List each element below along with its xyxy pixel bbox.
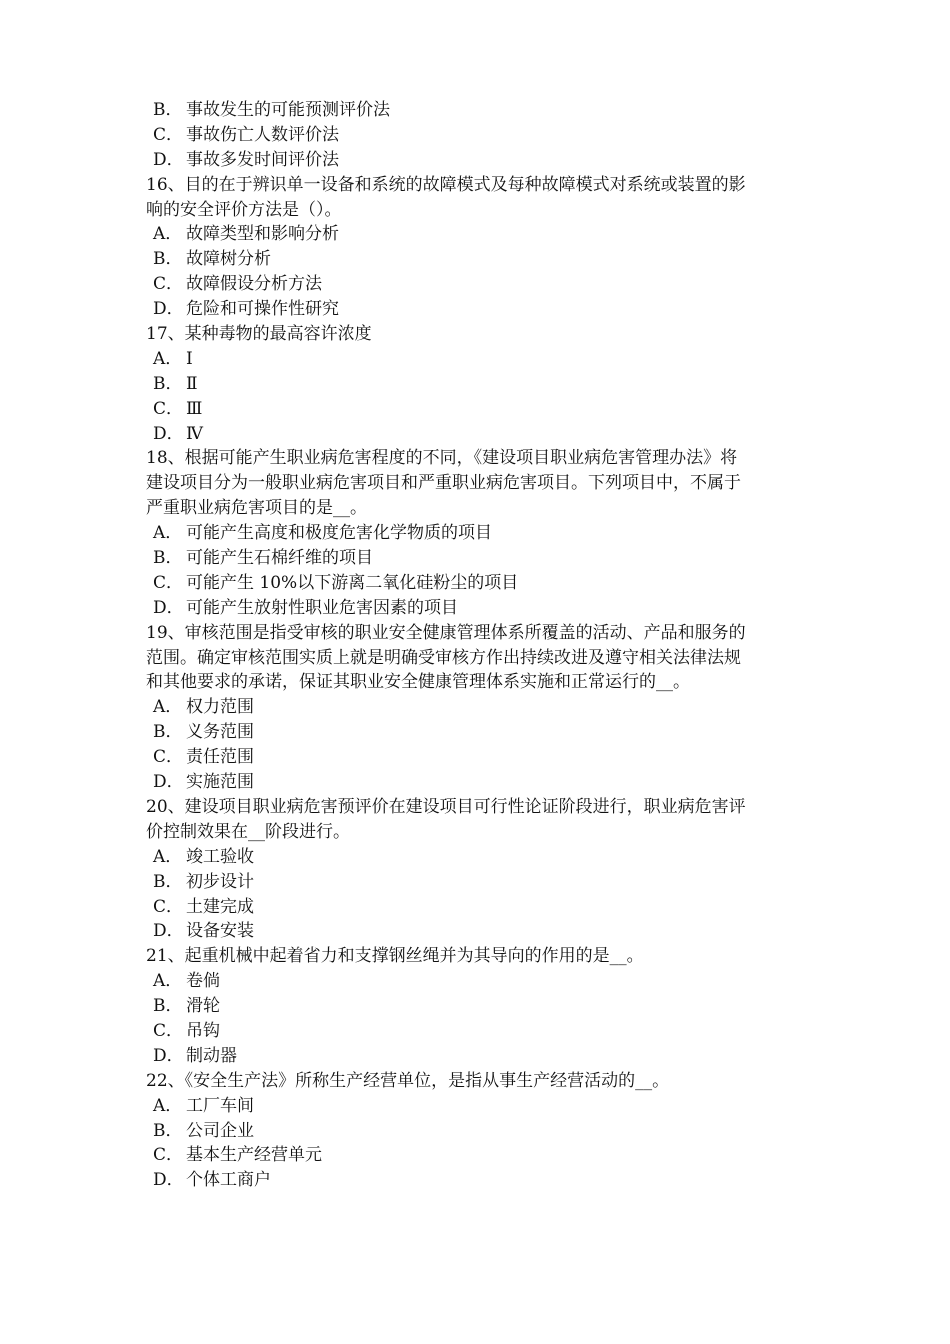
option-letter: D． (153, 1045, 184, 1066)
answer-option (146, 994, 816, 1019)
option-text: 故障树分析 (186, 249, 271, 270)
option-letter: A． (153, 846, 183, 867)
option-text: Ⅰ (186, 348, 193, 369)
answer-option (146, 919, 816, 944)
answer-option (146, 148, 816, 173)
answer-option (146, 222, 816, 247)
answer-option (146, 1168, 816, 1193)
question-text: 19、审核范围是指受审核的职业安全健康管理体系所覆盖的活动、产品和服务的 (146, 622, 746, 643)
option-letter: D． (153, 299, 184, 320)
question-text: 21、起重机械中起着省力和支撑钢丝绳并为其导向的作用的是__。 (146, 946, 644, 967)
option-letter: B． (153, 871, 183, 892)
option-text: 竣工验收 (186, 846, 254, 867)
option-text: 卷倘 (186, 971, 220, 992)
answer-option (146, 845, 816, 870)
question-text: 22、《安全生产法》所称生产经营单位，是指从事生产经营活动的__。 (146, 1070, 670, 1091)
answer-option (146, 422, 816, 447)
question-text: 严重职业病危害项目的是__。 (146, 498, 367, 519)
option-text: 实施范围 (186, 772, 254, 793)
answer-option (146, 969, 816, 994)
option-text: 滑轮 (186, 996, 220, 1017)
answer-option (146, 272, 816, 297)
option-text: Ⅱ (186, 373, 198, 394)
option-text: 权力范围 (186, 697, 254, 718)
option-text: Ⅳ (186, 423, 203, 444)
option-letter: D． (153, 772, 184, 793)
option-letter: B． (153, 100, 183, 120)
answer-option (146, 98, 816, 123)
answer-option (146, 596, 816, 621)
answer-option (146, 347, 816, 372)
option-text: 公司企业 (186, 1120, 254, 1141)
answer-option (146, 745, 816, 770)
option-letter: B． (153, 722, 183, 743)
option-text: Ⅲ (186, 398, 203, 419)
option-text: 故障类型和影响分析 (186, 224, 339, 245)
option-letter: D． (153, 423, 184, 444)
answer-option (146, 1119, 816, 1144)
option-letter: B． (153, 1120, 183, 1141)
question-text: 建设项目分为一般职业病危害项目和严重职业病危害项目。下列项目中，不属于 (146, 473, 741, 494)
question-text: 18、根据可能产生职业病危害程度的不同，《建设项目职业病危害管理办法》将 (146, 448, 738, 469)
question-text: 范围。确定审核范围实质上就是明确受审核方作出持续改进及遵守相关法律法规 (146, 647, 741, 668)
option-letter: C． (153, 747, 184, 768)
question-text: 响的安全评价方法是（）。 (146, 199, 342, 220)
answer-option (146, 895, 816, 920)
option-text: 事故发生的可能预测评价法 (186, 100, 390, 120)
option-letter: D． (153, 149, 184, 170)
option-letter: B． (153, 373, 183, 394)
option-text: 事故伤亡人数评价法 (186, 124, 339, 145)
answer-option (146, 770, 816, 795)
option-letter: C． (153, 1020, 184, 1041)
option-letter: D． (153, 597, 184, 618)
option-text: 初步设计 (186, 871, 254, 892)
option-text: 义务范围 (186, 722, 254, 743)
answer-option (146, 571, 816, 596)
option-text: 设备安装 (186, 921, 254, 942)
option-text: 危险和可操作性研究 (186, 299, 339, 320)
option-letter: A． (153, 523, 183, 544)
option-text: 吊钩 (186, 1020, 220, 1041)
option-letter: A． (153, 1095, 183, 1116)
option-text: 基本生产经营单元 (186, 1145, 322, 1166)
option-letter: C． (153, 398, 184, 419)
option-text: 可能产生放射性职业危害因素的项目 (186, 597, 458, 618)
answer-option (146, 397, 816, 422)
option-text: 可能产生高度和极度危害化学物质的项目 (186, 523, 492, 544)
answer-option (146, 1094, 816, 1119)
option-letter: D． (153, 921, 184, 942)
answer-option (146, 123, 816, 148)
option-text: 制动器 (186, 1045, 237, 1066)
option-letter: C． (153, 1145, 184, 1166)
option-letter: B． (153, 996, 183, 1017)
answer-option (146, 297, 816, 322)
answer-option (146, 1044, 816, 1069)
answer-option (146, 372, 816, 397)
option-letter: D． (153, 1170, 184, 1191)
answer-option (146, 521, 816, 546)
answer-option (146, 870, 816, 895)
option-text: 可能产生石棉纤维的项目 (186, 548, 373, 569)
document-page (146, 98, 816, 1193)
option-text: 土建完成 (186, 896, 254, 917)
option-text: 事故多发时间评价法 (186, 149, 339, 170)
option-letter: C． (153, 572, 184, 593)
option-letter: C． (153, 124, 184, 145)
answer-option (146, 695, 816, 720)
question-text: 和其他要求的承诺，保证其职业安全健康管理体系实施和正常运行的__。 (146, 672, 690, 693)
option-letter: B． (153, 249, 183, 270)
answer-option (146, 720, 816, 745)
option-text: 工厂车间 (186, 1095, 254, 1116)
question-text: 价控制效果在__阶段进行。 (146, 821, 350, 842)
option-text: 责任范围 (186, 747, 254, 768)
option-text: 个体工商户 (186, 1170, 271, 1191)
question-text: 17、某种毒物的最高容许浓度 (146, 324, 372, 345)
option-letter: C． (153, 896, 184, 917)
answer-option (146, 1019, 816, 1044)
answer-option (146, 1143, 816, 1168)
option-letter: A． (153, 224, 183, 245)
answer-option (146, 247, 816, 272)
answer-option (146, 546, 816, 571)
option-letter: A． (153, 971, 183, 992)
option-letter: B． (153, 548, 183, 569)
question-text: 20、建设项目职业病危害预评价在建设项目可行性论证阶段进行，职业病危害评 (146, 796, 746, 817)
option-letter: A． (153, 697, 183, 718)
question-text: 16、目的在于辨识单一设备和系统的故障模式及每种故障模式对系统或装置的影 (146, 174, 746, 195)
option-text: 故障假设分析方法 (186, 274, 322, 295)
option-letter: A． (153, 348, 183, 369)
option-text: 可能产生 10%以下游离二氧化硅粉尘的项目 (186, 572, 519, 593)
option-letter: C． (153, 274, 184, 295)
